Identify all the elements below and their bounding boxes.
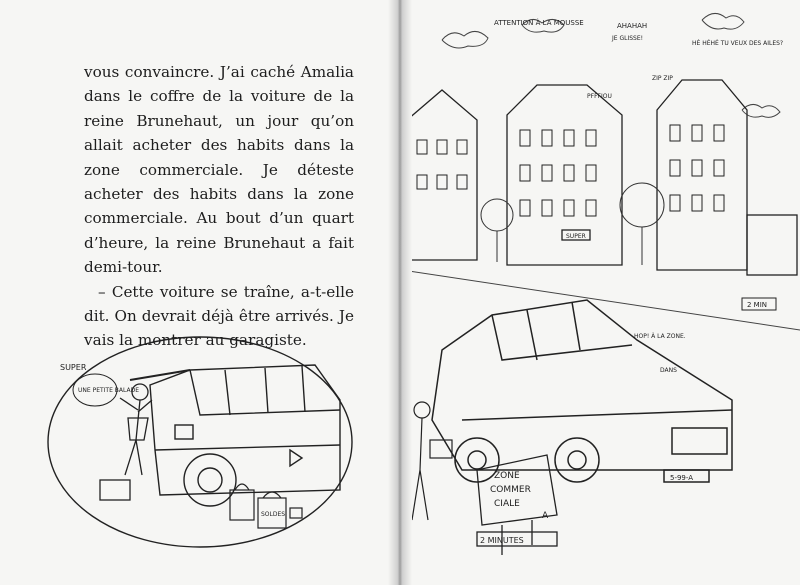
car-drawing [432,300,732,482]
street-illustration [402,0,800,585]
bubble-hehehe: HÉ HÉHÉ TU VEUX DES AILES? [692,40,784,47]
sign-line-4: A [542,511,549,521]
bubble-attention: ATTENTION À LA MOUSSE [494,19,584,27]
sign-bottom: 2 MINUTES [480,536,524,545]
story-text [84,60,354,353]
paragraph-2: – Cette voiture se traîne, a-t-elle dit. On devrait déjà être arrivés. Je vais la montrer au garagiste. [84,282,354,350]
paragraph-1: vous convaincre. J’ai caché Amalia dans le coffre de la voiture de la reine Brunehaut, un jour qu’on allait acheter des habits dans la zone commerciale. Je déteste acheter des habits dans la zone commerciale. Au bout d’un quart d’heure, la reine Brunehaut a fait demi-tour. [84,63,354,277]
person-drawing [100,384,152,500]
book-gutter [388,0,412,585]
speech-super: SUPER [60,363,87,372]
sign-line-3: CIALE [494,499,520,509]
speech-bubble-text: UNE PETITE BALADE [78,387,140,394]
shopping-bags [230,484,302,528]
illustration-frame [48,337,352,547]
bubble-dans: DANS [660,367,677,374]
bubble-ahahah: AHAHAH [617,22,648,30]
car-drawing [130,365,340,506]
road-edge [402,270,800,330]
clouds [442,13,780,117]
bag-label: SOLDES [261,511,286,518]
trees [481,183,664,265]
left-page [0,0,398,585]
buildings [407,80,797,275]
right-page [402,0,800,585]
bubble-hop: HOP! À LA ZONE. [634,333,686,340]
license-plate: 5-99-A [670,474,694,482]
road-sign: 2 MIN [747,301,768,309]
trunk-illustration [40,330,360,555]
sign-line-1: ZONE [494,471,520,481]
bubble-zip: ZIP ZIP [652,75,673,82]
bubble-je-glisse: JE GLISSE! [612,35,644,42]
sign-line-2: COMMER [490,485,531,495]
bubble-pfffiou: PFFFIOU [587,93,612,100]
store-sign: SUPER [566,233,586,240]
